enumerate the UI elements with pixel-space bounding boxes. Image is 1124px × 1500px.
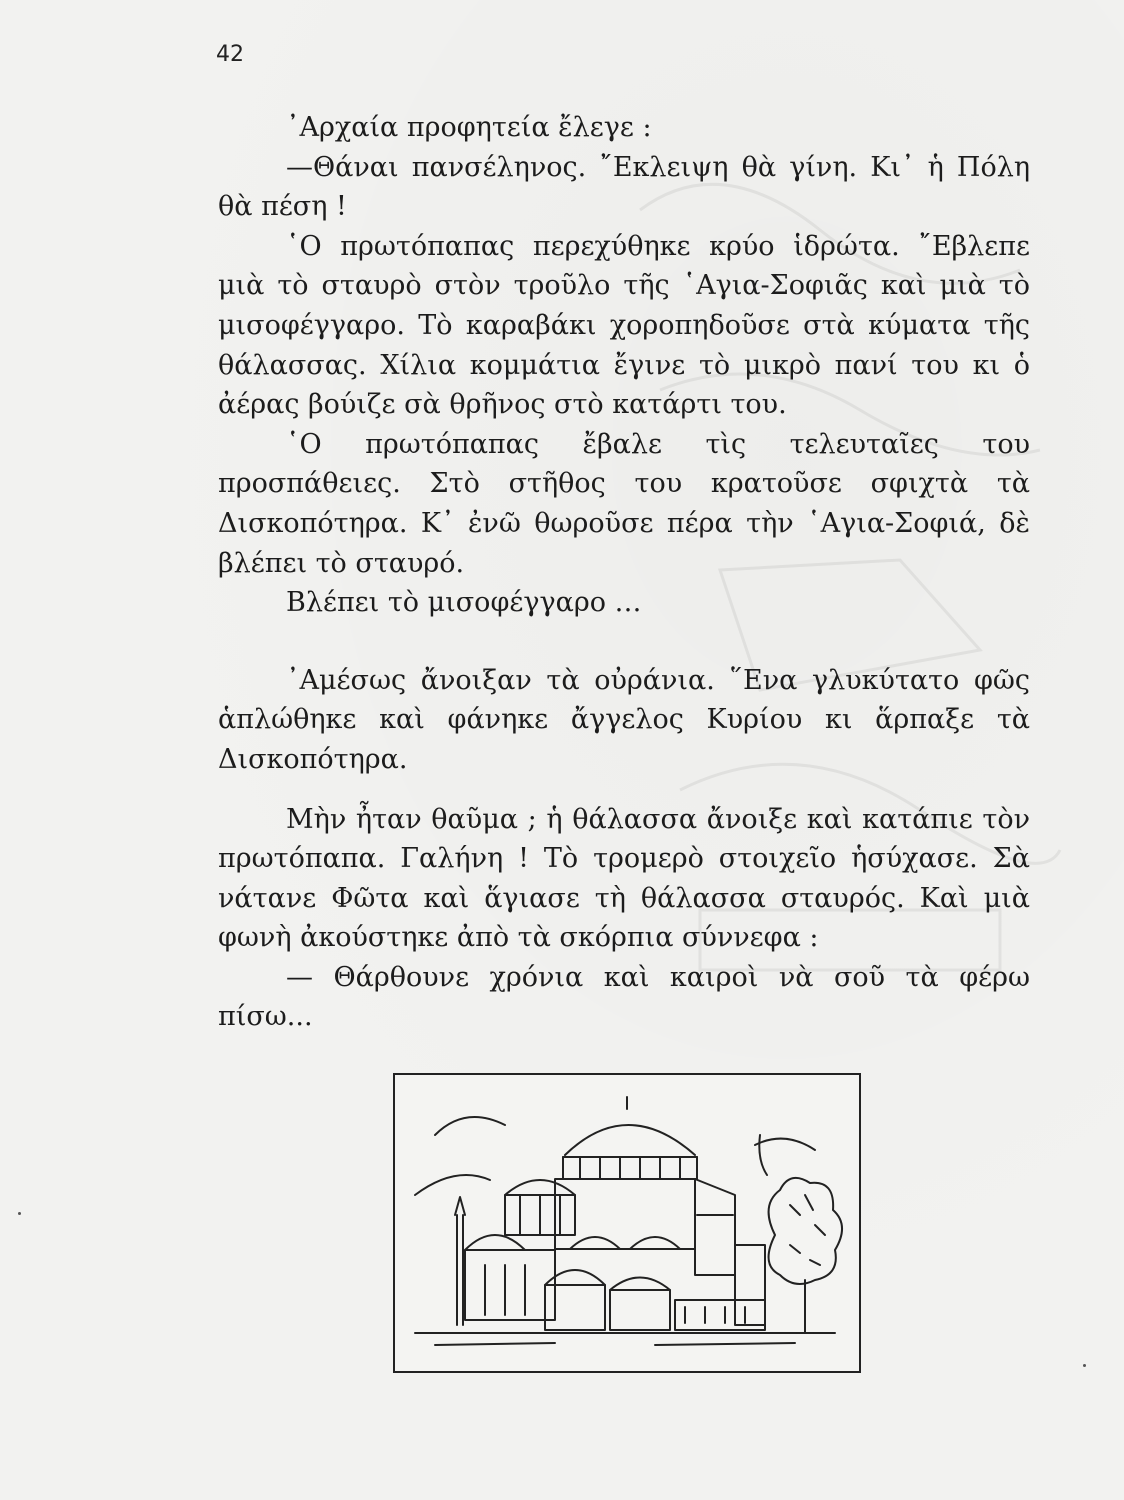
paragraph: ᾿Αμέσως ἄνοιξαν τὰ οὐράνια. ῞Ενα γλυκύτατο φῶς ἁπλώθηκε καὶ φάνηκε ἄγγελος Κυρίου κι ἅρπαξε τὰ Δισκοπότηρα. (218, 664, 1030, 775)
paragraph: Μὴν ἦταν θαῦμα ; ἡ θάλασσα ἄνοιξε καὶ κατάπιε τὸν πρωτόπαπα. Γαλήνη ! Τὸ τρομερὸ στοιχεῖο ἡσύχασε. Σὰ νάτανε Φῶτα καὶ ἅγιασε τὴ θάλασσα σταυρός. Καὶ μιὰ φωνὴ ἀκούστηκε ἀπὸ τὰ σκόρπια σύννεφα : (218, 803, 1030, 954)
page-number: 42 (216, 42, 244, 67)
paragraph: —Θάναι πανσέληνος. ῎Εκλειψη θὰ γίνη. Κι᾿ ἡ Πόλη θὰ πέση ! (218, 151, 1030, 223)
paragraph: ῾Ο πρωτόπαπας ἔβαλε τὶς τελευταῖες του προσπάθειες. Στὸ στῆθος του κρατοῦσε σφιχτὰ τὰ Δισκοπότηρα. Κ᾿ ἐνῶ θωροῦσε πέρα τὴν ῾Αγια-Σοφιά, δὲ βλέπει τὸ σταυρό. (218, 428, 1030, 579)
speck (1083, 1364, 1086, 1367)
body-text (218, 108, 1030, 1037)
paragraph: ῾Ο πρωτόπαπας περεχύθηκε κρύο ἱδρώτα. ῎Εβλεπε μιὰ τὸ σταυρὸ στὸν τροῦλο τῆς ῾Αγια-Σοφιᾶς καὶ μιὰ τὸ μισοφέγγαρο. Τὸ καραβάκι χοροπηδοῦσε στὰ κύματα τῆς θάλασσας. Χίλια κομμάτια ἔγινε τὸ μικρὸ πανί του κι ὁ ἀέρας βούιζε σὰ θρῆνος στὸ κατάρτι του. (218, 230, 1030, 421)
paragraph: — Θάρθουνε χρόνια καὶ καιροὶ νὰ σοῦ τὰ φέρω πίσω... (218, 961, 1030, 1033)
hagia-sophia-drawing (395, 1075, 859, 1371)
hagia-sophia-illustration (393, 1073, 861, 1373)
paragraph: ᾿Αρχαία προφητεία ἔλεγε : (286, 112, 652, 143)
speck (18, 1212, 21, 1215)
paragraph: Βλέπει τὸ μισοφέγγαρο … (286, 587, 642, 619)
